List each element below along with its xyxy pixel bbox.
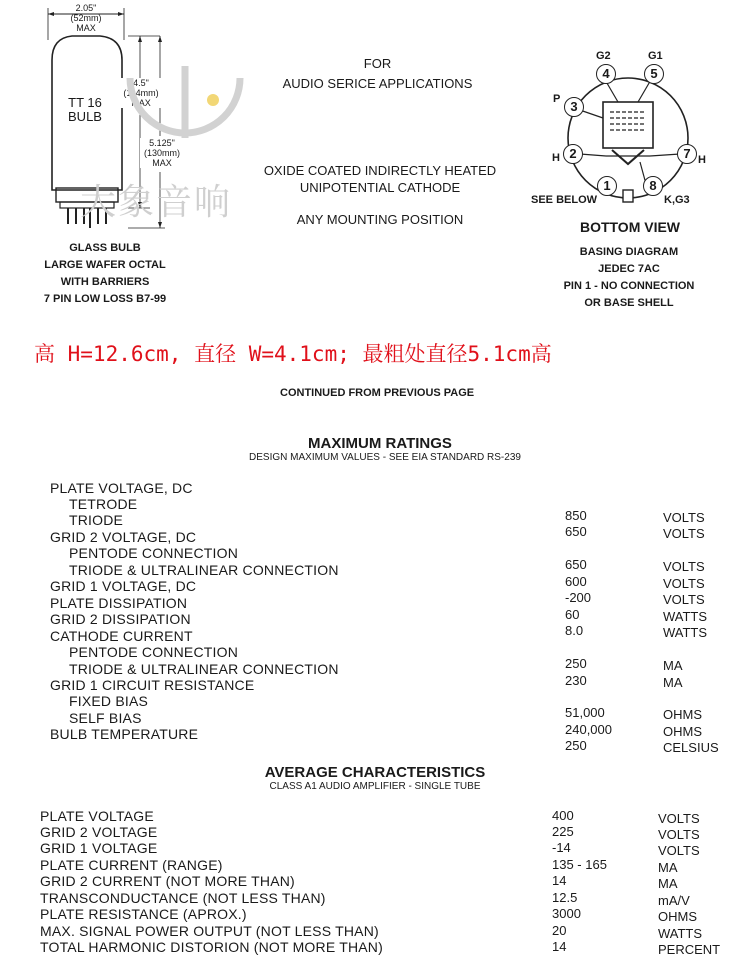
table-row-value: 250	[565, 738, 587, 753]
table-row-unit: mA/V	[658, 893, 690, 908]
pin-number: 3	[570, 99, 578, 114]
pin-label-h-left: H	[552, 152, 560, 164]
bottom-view-label: BOTTOM VIEW	[579, 219, 681, 235]
table-row-value: 240,000	[565, 722, 612, 737]
bulb-label-line1: TT 16	[68, 95, 102, 110]
cathode-note	[250, 162, 510, 196]
table-row-label: PLATE DISSIPATION	[50, 595, 188, 611]
mounting-note: ANY MOUNTING POSITION	[296, 212, 464, 227]
table-row-unit: WATTS	[658, 926, 703, 941]
table-row-unit: OHMS	[663, 707, 702, 722]
height1-dimension-max: MAX	[131, 98, 151, 108]
table-row-value: 51,000	[565, 705, 605, 720]
pin-number: 1	[603, 178, 611, 193]
pin-7-circle	[677, 144, 697, 164]
pin-number: 7	[683, 146, 691, 161]
table-row-unit: OHMS	[658, 909, 697, 924]
table-row-unit: WATTS	[663, 609, 708, 624]
table-row-label: SELF BIAS	[69, 710, 142, 726]
table-row-value: 650	[565, 557, 587, 572]
table-row-value: 650	[565, 524, 587, 539]
table-row-value: 3000	[552, 906, 581, 921]
pin-label-g1: G1	[648, 50, 663, 62]
table-row-value: 230	[565, 673, 587, 688]
table-row-label: PLATE CURRENT (RANGE)	[40, 857, 223, 873]
width-dimension-label	[60, 3, 112, 33]
table-row-unit: VOLTS	[663, 576, 705, 591]
table-row-value: 12.5	[552, 890, 578, 905]
table-row-label: GRID 1 VOLTAGE	[40, 840, 158, 856]
table-row-label: TRANSCONDUCTANCE (NOT LESS THAN)	[40, 890, 326, 906]
avg-chars-title: AVERAGE CHARACTERISTICS	[264, 764, 486, 781]
basing-caption-line: JEDEC 7AC	[598, 263, 660, 275]
application-note	[255, 55, 500, 92]
table-row-label: GRID 1 CIRCUIT RESISTANCE	[50, 677, 255, 693]
width-dimension-inches: 2.05"	[75, 3, 97, 13]
table-row-value: 400	[552, 808, 574, 823]
pin-2-circle	[563, 144, 583, 164]
table-row-label: GRID 2 CURRENT (NOT MORE THAN)	[40, 873, 295, 889]
pin-label-h-right: H	[698, 154, 706, 166]
table-row-label: GRID 2 DISSIPATION	[50, 611, 191, 627]
table-row-label: PLATE VOLTAGE, DC	[50, 480, 193, 496]
application-note-line: FOR	[363, 56, 392, 71]
width-dimension-mm: (52mm)	[70, 13, 102, 23]
table-row-unit: VOLTS	[658, 843, 700, 858]
application-note-line: AUDIO SERICE APPLICATIONS	[282, 76, 473, 91]
pin-8-circle	[643, 176, 663, 196]
table-row-label: TRIODE	[69, 512, 124, 528]
table-row-label: CATHODE CURRENT	[50, 628, 193, 644]
tube-caption	[20, 240, 190, 308]
table-row-unit: MA	[663, 675, 683, 690]
table-row-unit: VOLTS	[658, 827, 700, 842]
table-row-label: TRIODE & ULTRALINEAR CONNECTION	[69, 661, 339, 677]
pin-label-k-g3: K,G3	[664, 194, 690, 206]
table-row-value: 850	[565, 508, 587, 523]
tube-caption-line: GLASS BULB	[69, 242, 141, 254]
table-row-label: BULB TEMPERATURE	[50, 726, 199, 742]
table-row-label: PENTODE CONNECTION	[69, 545, 239, 561]
bulb-label-line2: BULB	[68, 109, 102, 124]
table-row-label: FIXED BIAS	[69, 693, 149, 709]
table-row-label: GRID 1 VOLTAGE, DC	[50, 578, 197, 594]
cathode-note-line: UNIPOTENTIAL CATHODE	[299, 180, 461, 195]
table-row-value: 225	[552, 824, 574, 839]
table-row-unit: MA	[658, 876, 678, 891]
pin-5-circle	[644, 64, 664, 84]
tube-caption-line: WITH BARRIERS	[60, 276, 150, 288]
pin-number: 5	[650, 66, 658, 81]
table-row-unit: VOLTS	[663, 526, 705, 541]
table-row-label: TRIODE & ULTRALINEAR CONNECTION	[69, 562, 339, 578]
table-row-value: 14	[552, 939, 567, 954]
table-row-unit: OHMS	[663, 724, 702, 739]
table-row-value: -14	[552, 840, 571, 855]
watermark-text: 大象音响	[80, 182, 233, 223]
watermark-logo	[100, 48, 260, 178]
table-row-value: 8.0	[565, 623, 584, 638]
pin-label-g2: G2	[596, 50, 611, 62]
table-row-label: TOTAL HARMONIC DISTORION (NOT MORE THAN)	[40, 939, 383, 955]
basing-caption	[545, 244, 713, 312]
table-row-label: TETRODE	[69, 496, 138, 512]
pin-1-circle	[597, 176, 617, 196]
table-row-unit: MA	[658, 860, 678, 875]
table-row-unit: VOLTS	[663, 559, 705, 574]
table-row-unit: VOLTS	[663, 510, 705, 525]
table-row-value: 20	[552, 923, 567, 938]
max-ratings-subtitle: DESIGN MAXIMUM VALUES - SEE EIA STANDARD RS-239	[249, 452, 521, 463]
height1-dimension-mm: (114mm)	[123, 88, 159, 98]
continued-note: CONTINUED FROM PREVIOUS PAGE	[280, 387, 475, 399]
avg-chars-subtitle: CLASS A1 AUDIO AMPLIFIER - SINGLE TUBE	[269, 781, 481, 792]
table-row-unit: WATTS	[663, 625, 708, 640]
table-row-label: PLATE RESISTANCE (APROX.)	[40, 906, 247, 922]
dimension-note-red: 高 H=12.6cm, 直径 W=4.1cm; 最粗处直径5.1cm高	[34, 342, 552, 366]
table-row-label: PLATE VOLTAGE	[40, 808, 154, 824]
tube-caption-line: 7 PIN LOW LOSS B7-99	[43, 293, 167, 305]
table-row-value: 14	[552, 873, 567, 888]
pin-label-p: P	[553, 93, 561, 105]
pin-number: 2	[569, 146, 577, 161]
basing-diagram	[540, 50, 730, 210]
table-row-unit: VOLTS	[663, 592, 705, 607]
table-row-value: 250	[565, 656, 587, 671]
basing-caption-line: PIN 1 - NO CONNECTION	[563, 280, 695, 292]
table-row-unit: MA	[663, 658, 683, 673]
table-row-label: PENTODE CONNECTION	[69, 644, 239, 660]
tube-caption-line: LARGE WAFER OCTAL	[44, 259, 166, 271]
table-row-value: 60	[565, 607, 580, 622]
table-row-label: GRID 2 VOLTAGE, DC	[50, 529, 197, 545]
basing-caption-line: BASING DIAGRAM	[579, 246, 679, 258]
height2-dimension-max: MAX	[152, 158, 172, 168]
width-dimension-max: MAX	[76, 23, 96, 33]
table-row-unit: CELSIUS	[663, 740, 719, 755]
table-row-unit: VOLTS	[658, 811, 700, 826]
cathode-note-line: OXIDE COATED INDIRECTLY HEATED	[263, 163, 497, 178]
pin-number: 4	[602, 66, 610, 81]
pin-4-circle	[596, 64, 616, 84]
table-row-value: 135 - 165	[552, 857, 607, 872]
table-row-unit: PERCENT	[658, 942, 721, 957]
table-row-value: -200	[565, 590, 592, 605]
basing-caption-line: OR BASE SHELL	[584, 297, 674, 309]
height2-dimension-inches: 5.125"	[149, 138, 175, 148]
max-ratings-title: MAXIMUM RATINGS	[308, 435, 452, 452]
height2-dimension-mm: (130mm)	[143, 148, 180, 158]
pin-number: 8	[649, 178, 657, 193]
height1-dimension-inches: 4.5"	[133, 78, 149, 88]
table-row-label: MAX. SIGNAL POWER OUTPUT (NOT LESS THAN)	[40, 923, 379, 939]
pin-3-circle	[564, 97, 584, 117]
table-row-label: GRID 2 VOLTAGE	[40, 824, 158, 840]
see-below-label: SEE BELOW	[531, 194, 598, 206]
table-row-value: 600	[565, 574, 587, 589]
